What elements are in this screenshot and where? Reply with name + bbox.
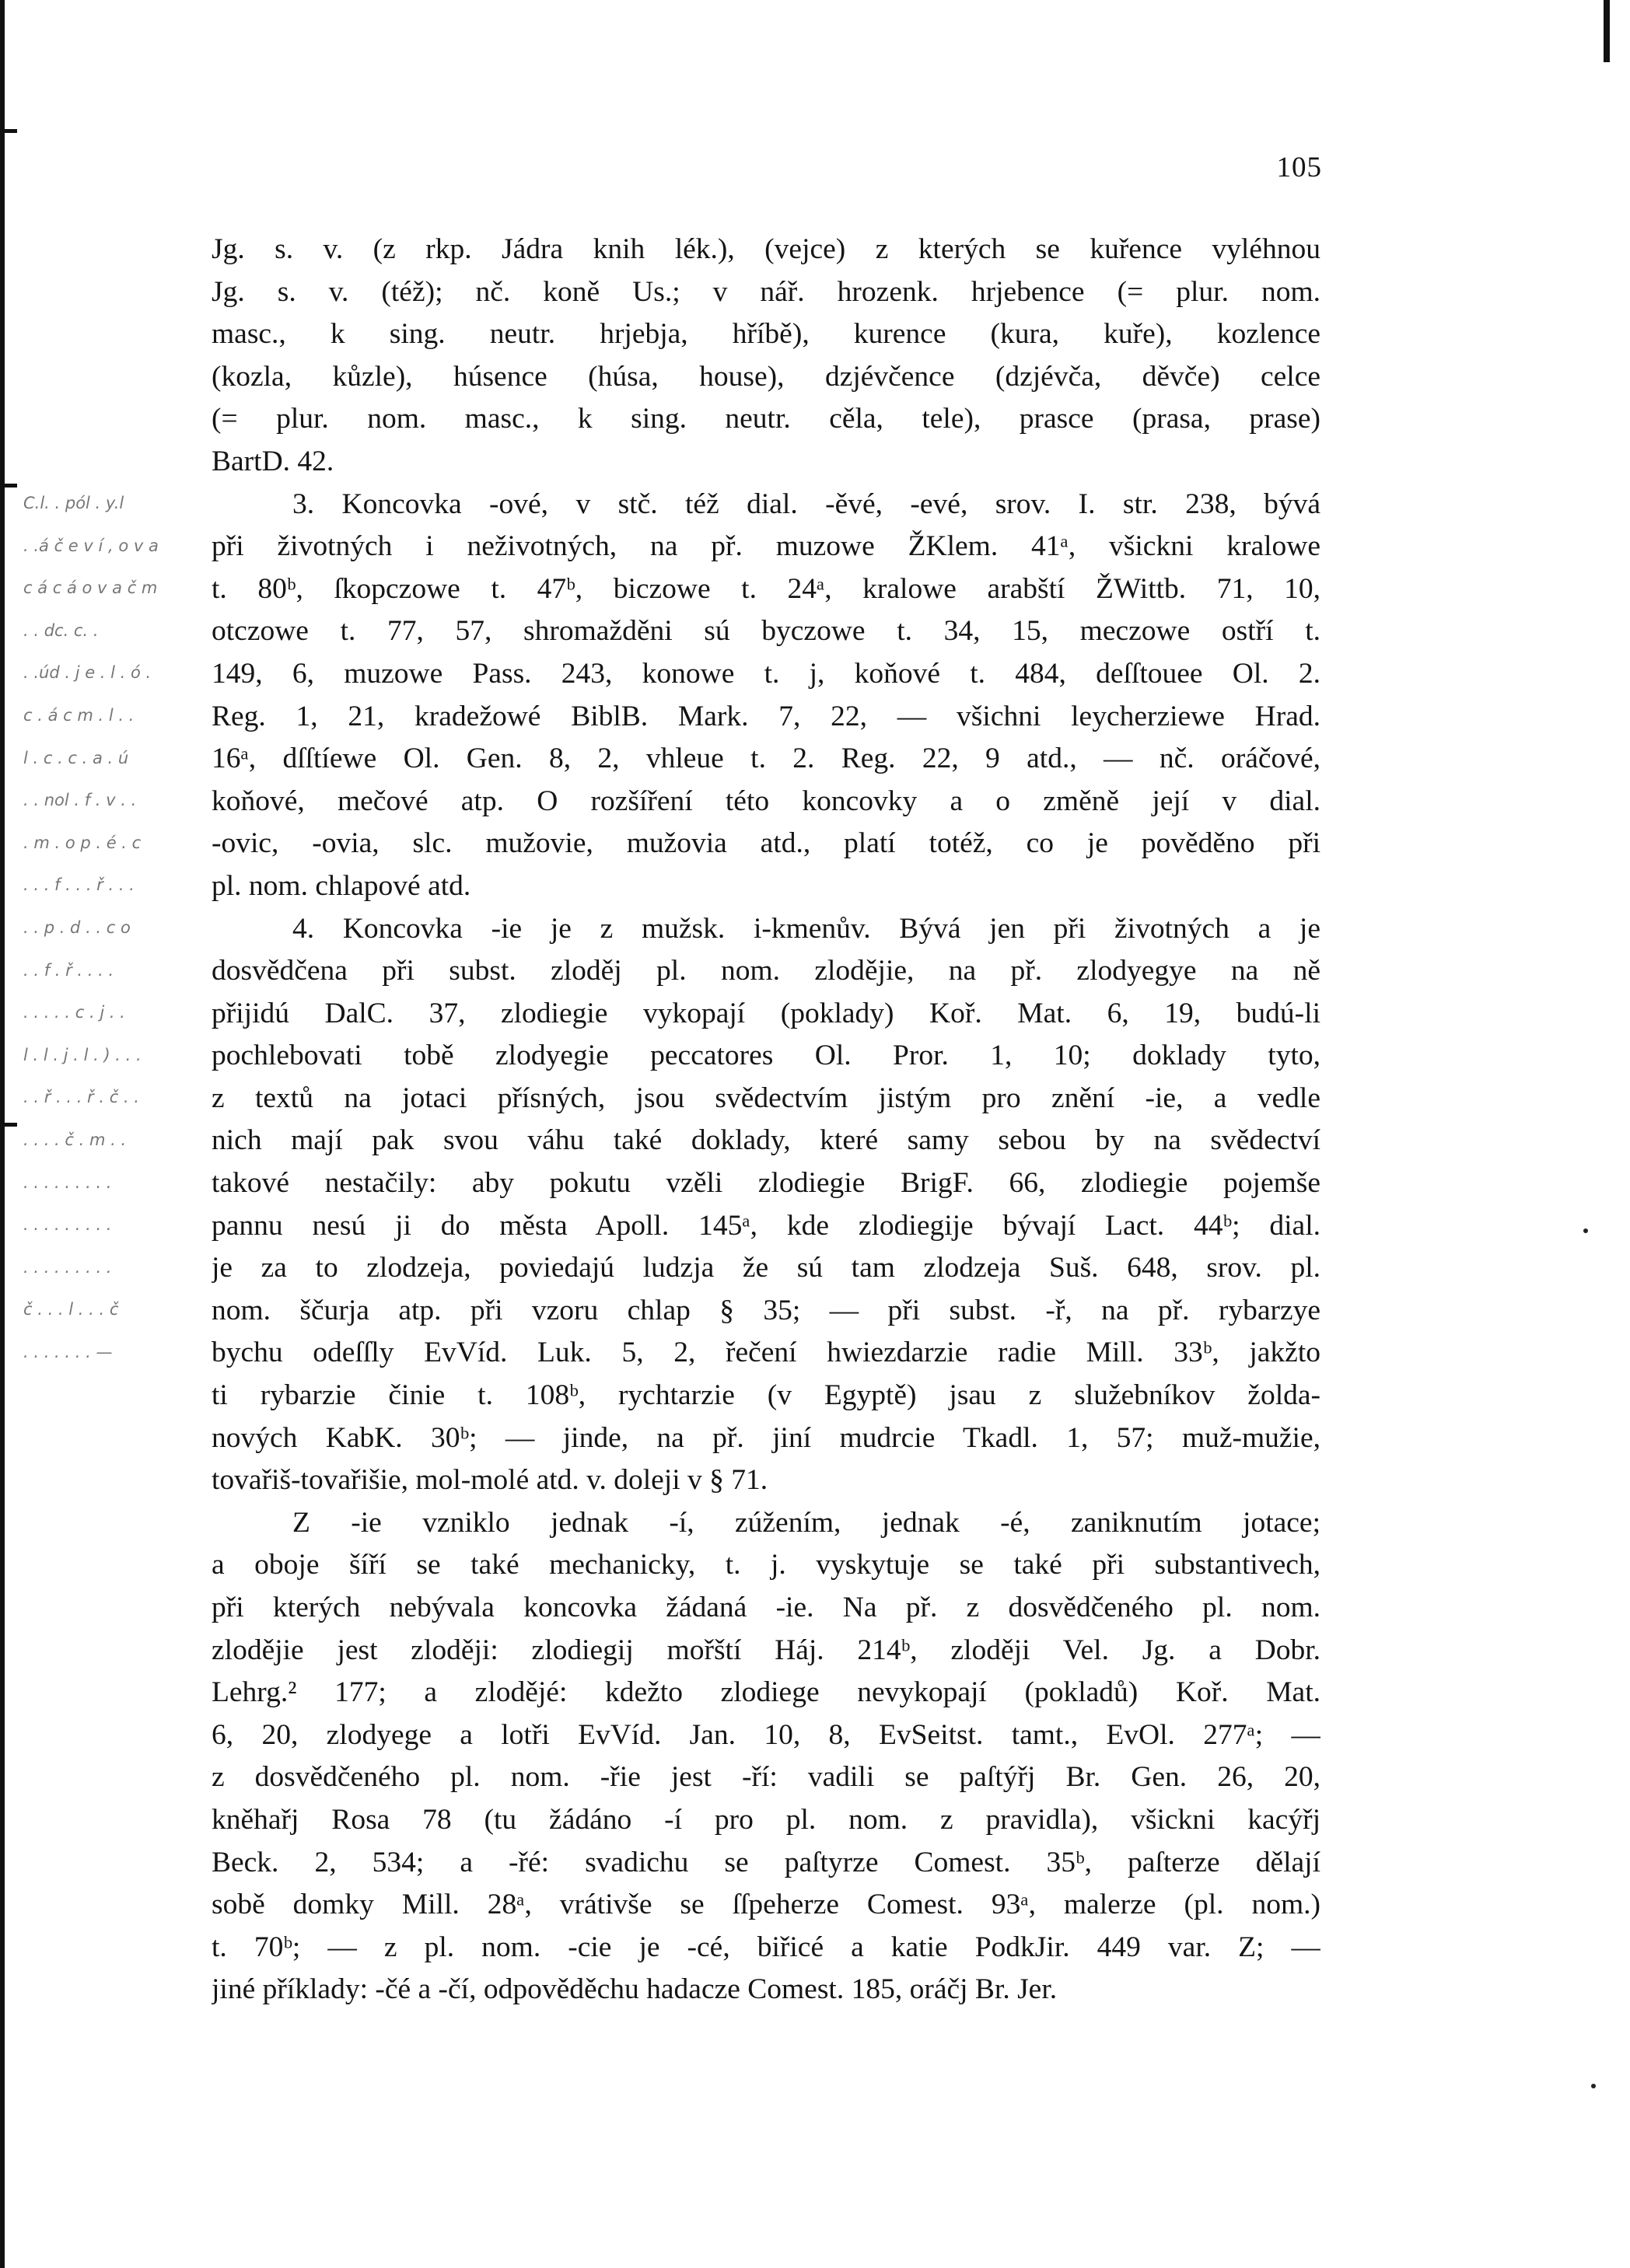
left-edge-rule: [0, 0, 5, 2268]
text-line: 6, 20, zlodyege a lotři EvVíd. Jan. 10, 8, EvSeitst. tamt., EvOl. 277ᵃ; —: [212, 1718, 1320, 1751]
text-line: jiné příklady: -čé a -čí, odpověděchu hadacze Comest. 185, oráčj Br. Jer.: [212, 1973, 1058, 2006]
text-line: při životných i neživotných, na př. muzowe ŽKlem. 41ᵃ, všickni kralowe: [212, 530, 1320, 563]
text-line: 149, 6, muzowe Pass. 243, konowe t. j, koňové t. 484, deſſtouee Ol. 2.: [212, 657, 1320, 690]
text-line: a oboje šíří se také mechanicky, t. j. vyskytuje se také při substantivech,: [212, 1549, 1320, 1581]
page-number: 105: [1276, 152, 1322, 183]
text-line: 3. Koncovka -ové, v stč. též dial. -ěvé, -evé, srov. I. str. 238, bývá: [292, 487, 1320, 520]
text-line: takové nestačily: aby pokutu vzěli zlodiegie BrigF. 66, zlodiegie pojemše: [212, 1167, 1320, 1200]
edge-tick: [0, 1123, 17, 1127]
text-line: otczowe t. 77, 57, shromažděni sú byczowe t. 34, 15, meczowe ostří t.: [212, 615, 1320, 648]
edge-tick: [0, 484, 17, 487]
text-line: přijidú DalC. 37, zlodiegie vykopají (poklady) Koř. Mat. 6, 19, budú-li: [212, 997, 1320, 1029]
text-line: pl. nom. chlapové atd.: [212, 869, 471, 902]
text-line: t. 80ᵇ, ſkopczowe t. 47ᵇ, biczowe t. 24ᵃ, kralowe arabští ŽWittb. 71, 10,: [212, 572, 1320, 605]
text-line: ti rybarzie činie t. 108ᵇ, rychtarzie (v Egyptě) jsau z služebníkov žolda-: [212, 1379, 1320, 1412]
text-line: kněhařj Rosa 78 (tu žádáno -í pro pl. nom. z pravidla), všickni kacýřj: [212, 1803, 1320, 1836]
text-line: -ovic, -ovia, slc. mužovie, mužovia atd., platí totéž, co je pověděno při: [212, 827, 1320, 860]
text-line: koňové, mečové atp. O rozšíření této koncovky a o změně její v dial.: [212, 785, 1320, 817]
text-line: z textů na jotaci přísných, jsou svědectvím jistým pro znění -ie, a vedle: [212, 1082, 1320, 1114]
speck: [1583, 1228, 1588, 1233]
body-text: [212, 229, 1320, 2011]
text-line: Lehrg.² 177; a zlodějé: kdežto zlodiege nevykopají (pokladů) Koř. Mat.: [212, 1676, 1320, 1709]
text-line: (kozla, kůzle), húsence (húsa, house), dzjévčence (dzjévča, děvče) celce: [212, 360, 1320, 393]
text-line: BartD. 42.: [212, 445, 334, 477]
text-line: pochlebovati tobě zlodyegie peccatores Ol. Pror. 1, 10; doklady tyto,: [212, 1040, 1320, 1072]
edge-tick: [0, 129, 17, 133]
text-line: Beck. 2, 534; a -řé: svadichu se paſtyrze Comest. 35ᵇ, paſterze dělají: [212, 1846, 1320, 1878]
text-line: (= plur. nom. masc., k sing. neutr. cěla, tele), prasce (prasa, prase): [212, 403, 1320, 435]
text-line: t. 70ᵇ; — z pl. nom. -cie je -cé, biřicé a katie PodkJir. 449 var. Z; —: [212, 1931, 1320, 1963]
text-line: zlodějie jest zloději: zlodiegij mořští Háj. 214ᵇ, zloději Vel. Jg. a Dobr.: [212, 1634, 1320, 1666]
text-line: Reg. 1, 21, kradežowé BiblB. Mark. 7, 22, — všichni leycherziewe Hrad.: [212, 700, 1320, 732]
text-line: dosvědčena při subst. zloděj pl. nom. zlodějie, na př. zlodyegye na ně: [212, 955, 1320, 987]
text-line: 4. Koncovka -ie je z mužsk. i-kmenův. Bývá jen při životných a je: [292, 912, 1320, 945]
text-line: Jg. s. v. (též); nč. koně Us.; v nář. hrozenk. hrjebence (= plur. nom.: [212, 275, 1320, 308]
text-line: nich mají pak svou váhu také doklady, které samy sebou by na svědectví: [212, 1124, 1320, 1157]
handwritten-margin-notes: C.l. . pól . y.l . .á č e v í , o v a c á c á o v a č m . . dc. c. . . .úd . j e . l . ó . c . á c m . l . . l . c . c . a . ú . . nol . f . v . . . m . o p . é . c . . . f . . . ř . . . . . p . d . . c o . . f . ř . . . . . . . . . c . j . . l . l . j . l . ) . . . . . ř . . . ř . č . . . . . . č . m . . . . . . . . . . . . . . . . . . . . . . . . . . . . . č . . . l . . . č . . . . . . . —: [23, 494, 159, 1361]
text-line: pannu nesú ji do města Apoll. 145ᵃ, kde zlodiegije bývají Lact. 44ᵇ; dial.: [212, 1209, 1320, 1242]
text-line: sobě domky Mill. 28ᵃ, vrátivše se ſſpeherze Comest. 93ᵃ, malerze (pl. nom.): [212, 1889, 1320, 1921]
text-line: nom. ščurja atp. při vzoru chlap § 35; — při subst. -ř, na př. rybarzye: [212, 1294, 1320, 1326]
text-line: z dosvědčeného pl. nom. -řie jest -ří: vadili se paſtýřj Br. Gen. 26, 20,: [212, 1761, 1320, 1794]
text-line: Z -ie vzniklo jednak -í, zúžením, jednak -é, zaniknutím jotace;: [292, 1506, 1320, 1539]
text-line: je za to zlodzeja, poviedajú ludzja že sú tam zlodzeja Suš. 648, srov. pl.: [212, 1252, 1320, 1284]
text-line: při kterých nebývala koncovka žádaná -ie. Na př. z dosvědčeného pl. nom.: [212, 1592, 1320, 1623]
text-line: Jg. s. v. (z rkp. Jádra knih lék.), (vejce) z kterých se kuřence vyléhnou: [212, 233, 1320, 265]
right-edge-rule: [1604, 0, 1610, 62]
text-line: 16ᵃ, dſſtíewe Ol. Gen. 8, 2, vhleue t. 2. Reg. 22, 9 atd., — nč. oráčové,: [212, 743, 1320, 775]
speck: [1591, 2084, 1596, 2088]
text-line: masc., k sing. neutr. hrjebja, hříbě), kurence (kura, kuře), kozlence: [212, 318, 1320, 351]
text-line: nových KabK. 30ᵇ; — jinde, na př. jiní mudrcie Tkadl. 1, 57; muž-mužie,: [212, 1421, 1320, 1454]
text-line: tovařiš-tovařišie, mol-molé atd. v. doleji v § 71.: [212, 1464, 768, 1497]
text-line: bychu odeſſly EvVíd. Luk. 5, 2, řečení hwiezdarzie radie Mill. 33ᵇ, jakžto: [212, 1337, 1320, 1369]
